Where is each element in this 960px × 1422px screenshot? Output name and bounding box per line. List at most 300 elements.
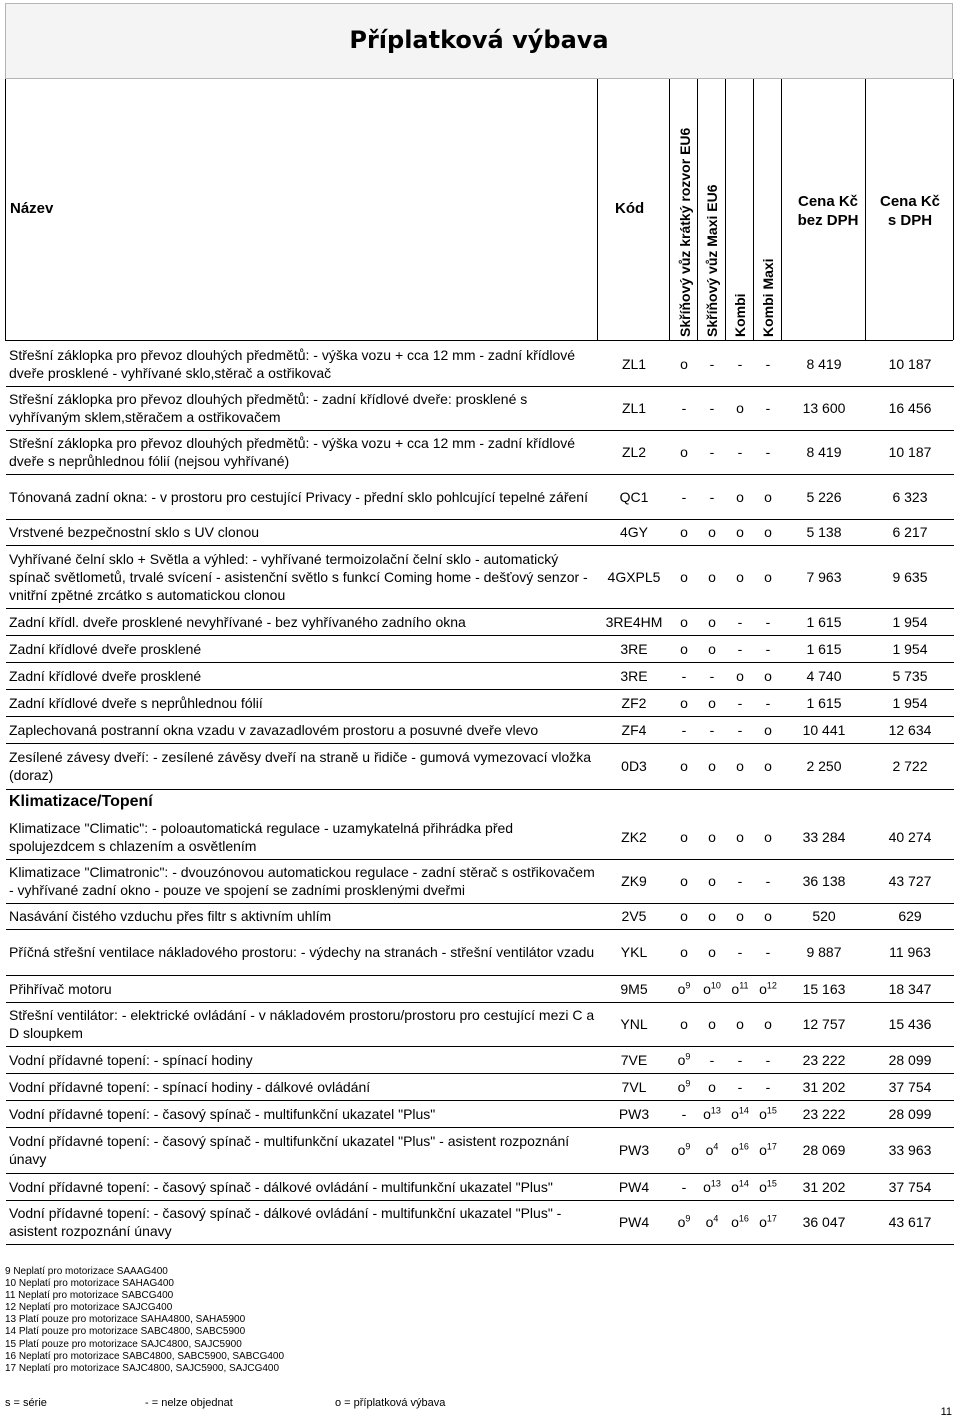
availability-cell [698,975,726,1002]
price-without-vat: 1 615 [782,689,866,716]
table-row [6,430,954,474]
availability-cell [698,635,726,662]
availability-mark: o [680,758,688,774]
table-row [6,386,954,430]
option-code: YKL [598,929,670,975]
availability-cell [754,1173,782,1200]
availability-cell [698,386,726,430]
availability-mark: - [765,640,771,657]
availability-mark: o [677,980,686,997]
availability-cell [670,342,698,386]
price-with-vat: 12 634 [866,716,954,743]
availability-mark: o [759,1214,767,1230]
table-row [6,474,954,519]
price-without-vat: 4 740 [782,662,866,689]
price-with-vat: 28 099 [866,1046,954,1073]
availability-mark: - [681,400,687,416]
footnote: 12 Neplatí pro motorizace SAJCG400 [5,1302,173,1314]
availability-mark: o [708,694,716,711]
availability-cell [670,662,698,689]
title-box [5,3,953,79]
table-row [6,903,954,929]
availability-mark: o [764,488,772,505]
price-without-vat: 23 222 [782,1046,866,1073]
price-without-vat: 2 250 [782,743,866,789]
availability-cell [726,859,754,903]
availability-cell [726,1200,754,1244]
availability-cell [726,545,754,608]
availability-cell [726,430,754,474]
availability-cell [726,689,754,716]
option-name: Vodní přídavné topení: - spínací hodiny [6,1046,598,1073]
availability-mark: - [737,444,743,460]
price-without-vat: 15 163 [782,975,866,1002]
price-without-vat: 9 887 [782,929,866,975]
availability-cell [670,1173,698,1200]
availability-mark: o [680,444,688,460]
availability-cell [726,975,754,1002]
availability-cell [754,1200,782,1244]
availability-cell [670,716,698,743]
price-without-vat: 12 757 [782,1002,866,1046]
table-row [6,689,954,716]
availability-mark: - [737,1078,743,1095]
availability-cell [726,1046,754,1073]
option-code: QC1 [598,474,670,519]
price-with-vat: 40 274 [866,815,954,859]
option-code: PW4 [598,1173,670,1200]
price-without-vat: 8 419 [782,342,866,386]
table-row [6,815,954,859]
option-name: Příčná střešní ventilace nákladového prostoru: - výdechy na stranách - střešní ventilátor vzadu [6,929,598,975]
availability-cell [698,903,726,929]
option-code: 9M5 [598,975,670,1002]
availability-mark: - [737,1051,743,1068]
footnote-ref: 17 [766,1141,777,1152]
availability-mark: o [764,667,772,684]
availability-cell [726,1100,754,1127]
footnote-ref: 4 [713,1213,719,1224]
option-name: Zadní křídl. dveře prosklené nevyhřívané - bez vyhřívaného zadního okna [6,608,598,635]
price-with-vat: 1 954 [866,689,954,716]
availability-cell [670,545,698,608]
availability-cell [726,386,754,430]
option-code: ZK2 [598,815,670,859]
availability-cell [698,1200,726,1244]
availability-mark: o [731,1105,739,1122]
availability-cell [670,1200,698,1244]
table-row [6,1173,954,1200]
availability-cell [726,1127,754,1173]
price-without-vat: 5 226 [782,474,866,519]
option-code: 3RE [598,662,670,689]
header-col-maxi: Skříňový vůz Maxi EU6 [704,184,720,337]
price-with-vat: 33 963 [866,1127,954,1173]
table-row [6,1200,954,1244]
availability-cell [670,519,698,545]
price-without-vat: 13 600 [782,386,866,430]
availability-cell [670,608,698,635]
availability-mark: o [764,568,772,585]
availability-cell [670,430,698,474]
availability-mark: o [764,828,772,845]
section-row [6,789,954,815]
option-code: 2V5 [598,903,670,929]
availability-mark: - [709,355,715,372]
availability-mark: - [709,488,715,505]
availability-mark: - [709,444,715,460]
option-name: Klimatizace "Climatic": - poloautomatická regulace - uzamykatelná přihrádka před spolujezdcem s chlazením a osvětlením [6,815,598,859]
section-title: Klimatizace/Topení [9,793,153,811]
availability-mark: - [709,721,715,738]
footnote-ref: 12 [766,979,777,990]
option-name: Vodní přídavné topení: - spínací hodiny - dálkové ovládání [6,1073,598,1100]
option-name: Zaplechovaná postranní okna vzadu v zavazadlovém prostoru a posuvné dveře vlevo [6,716,598,743]
header-price-no-vat [788,192,868,230]
option-name: Přihřívač motoru [6,975,598,1002]
availability-cell [726,519,754,545]
availability-mark: o [705,1214,714,1230]
availability-cell [726,815,754,859]
price-with-vat: 5 735 [866,662,954,689]
header-divider [697,79,698,340]
price-with-vat: 28 099 [866,1100,954,1127]
legend-serie: s = série [5,1397,47,1409]
price-with-vat: 10 187 [866,430,954,474]
table-row [6,519,954,545]
availability-mark: o [764,908,772,924]
header-border-left [5,79,6,340]
price-with-vat: 1 954 [866,635,954,662]
availability-mark: o [708,613,716,630]
table-row [6,342,954,386]
availability-cell [754,975,782,1002]
header-price-no-vat-line1: Cena Kč [797,193,859,210]
price-with-vat: 6 217 [866,519,954,545]
footnote-ref: 9 [685,1141,691,1152]
footnote-ref: 4 [713,1141,719,1152]
header-divider [753,79,754,340]
availability-cell [698,1073,726,1100]
availability-mark: o [736,758,744,774]
option-code: PW4 [598,1200,670,1244]
availability-cell [754,545,782,608]
availability-cell [698,519,726,545]
option-code: PW3 [598,1127,670,1173]
availability-cell [754,903,782,929]
header-name: Název [10,200,54,217]
price-with-vat: 43 617 [866,1200,954,1244]
availability-cell [754,519,782,545]
availability-mark: o [708,568,716,585]
availability-mark: o [677,1214,686,1230]
table-row [6,1002,954,1046]
option-name: Zadní křídlové dveře s neprůhlednou fólií [6,689,598,716]
table-row [6,635,954,662]
availability-mark: - [765,355,771,372]
availability-mark: o [736,524,744,540]
availability-cell [726,903,754,929]
price-without-vat: 7 963 [782,545,866,608]
price-without-vat: 28 069 [782,1127,866,1173]
table-row [6,1046,954,1073]
availability-mark: - [737,640,743,657]
availability-cell [754,386,782,430]
availability-cell [726,1073,754,1100]
header-col-kombi-maxi: Kombi Maxi [760,258,776,337]
option-code: PW3 [598,1100,670,1127]
page-title: Příplatková výbava [349,26,609,54]
availability-mark: - [765,944,771,960]
availability-mark: - [765,400,771,416]
availability-mark: o [708,944,716,960]
availability-cell [698,815,726,859]
availability-mark: o [703,1178,711,1195]
availability-cell [698,430,726,474]
option-name: Nasávání čistého vzduchu přes filtr s aktivním uhlím [6,903,598,929]
availability-mark: o [736,400,744,416]
availability-mark: o [680,828,688,845]
availability-cell [698,1002,726,1046]
availability-mark: o [680,1016,688,1032]
footnote-ref: 9 [685,1213,691,1224]
availability-mark: o [677,1078,686,1095]
price-with-vat: 629 [866,903,954,929]
option-code: ZF2 [598,689,670,716]
availability-mark: - [737,721,743,738]
availability-mark: - [765,613,771,630]
availability-mark: o [705,1142,714,1158]
availability-cell [670,1127,698,1173]
availability-mark: o [736,1016,744,1032]
footnote-ref: 10 [710,979,721,990]
availability-mark: o [736,828,744,845]
header-border-right [953,79,954,340]
option-code: 7VE [598,1046,670,1073]
availability-mark: o [708,1016,716,1032]
legend-optional: o = příplatková výbava [335,1397,446,1409]
footnote-ref: 16 [738,1141,749,1152]
price-without-vat: 33 284 [782,815,866,859]
availability-mark: o [677,1051,686,1068]
availability-cell [698,662,726,689]
footnote-ref: 15 [766,1104,777,1115]
footnote-ref: 13 [710,1177,721,1188]
availability-cell [698,743,726,789]
option-name: Střešní záklopka pro převoz dlouhých předmětů: - výška vozu + cca 12 mm - zadní křídlové dveře prosklené - vyhřívané sklo,stěrač a ostřikovač [6,342,598,386]
header-code: Kód [615,200,645,217]
availability-cell [754,430,782,474]
availability-mark: o [759,1178,767,1195]
price-with-vat: 37 754 [866,1073,954,1100]
availability-mark: o [764,524,772,540]
availability-cell [670,815,698,859]
availability-cell [754,1002,782,1046]
availability-cell [698,545,726,608]
option-name: Střešní záklopka pro převoz dlouhých předmětů: - výška vozu + cca 12 mm - zadní křídlové dveře s neprůhlednou fólií (nejsou vyhřívané) [6,430,598,474]
availability-cell [698,1046,726,1073]
availability-cell [670,386,698,430]
availability-cell [754,635,782,662]
availability-cell [670,1002,698,1046]
availability-cell [726,662,754,689]
option-name: Tónovaná zadní okna: - v prostoru pro cestující Privacy - přední sklo pohlcující tepelné záření [6,474,598,519]
price-without-vat: 1 615 [782,635,866,662]
availability-cell [754,689,782,716]
footnote-ref: 14 [738,1177,749,1188]
availability-mark: - [709,667,715,684]
availability-cell [698,1100,726,1127]
availability-mark: o [764,1016,772,1032]
availability-cell [698,608,726,635]
availability-mark: o [731,1178,739,1195]
option-code: 4GXPL5 [598,545,670,608]
footnote-ref: 9 [685,1050,691,1061]
table-row [6,975,954,1002]
price-with-vat: 16 456 [866,386,954,430]
price-with-vat: 37 754 [866,1173,954,1200]
option-code: 3RE4HM [598,608,670,635]
availability-cell [670,1046,698,1073]
price-with-vat: 1 954 [866,608,954,635]
availability-mark: o [703,980,711,997]
availability-cell [698,474,726,519]
availability-mark: o [680,355,688,372]
availability-cell [670,1073,698,1100]
availability-mark: o [736,568,744,585]
availability-cell [754,1073,782,1100]
header-divider [669,79,670,340]
page-number: 11 [940,1406,952,1418]
header-divider [597,79,598,340]
availability-cell [754,1127,782,1173]
availability-cell [726,474,754,519]
availability-cell [754,342,782,386]
availability-mark: - [681,667,687,684]
availability-mark: - [765,873,771,889]
availability-mark: o [764,758,772,774]
availability-cell [726,716,754,743]
price-with-vat: 11 963 [866,929,954,975]
option-code: ZL1 [598,386,670,430]
availability-mark: - [681,488,687,505]
availability-mark: o [731,1142,739,1158]
availability-mark: - [737,873,743,889]
footnote-ref: 15 [766,1177,777,1188]
price-without-vat: 31 202 [782,1073,866,1100]
availability-cell [698,1127,726,1173]
availability-cell [698,929,726,975]
option-name: Zesílené závesy dveří: - zesílené závěsy dveří na straně u řidiče - gumová vymezovací vložka (doraz) [6,743,598,789]
footnote: 13 Platí pouze pro motorizace SAHA4800, SAHA5900 [5,1314,246,1326]
availability-mark: o [736,667,744,684]
availability-cell [726,608,754,635]
availability-mark: o [708,640,716,657]
option-code: 7VL [598,1073,670,1100]
footnote-ref: 9 [685,979,691,990]
table-row [6,1100,954,1127]
availability-cell [726,1173,754,1200]
option-name: Zadní křídlové dveře prosklené [6,662,598,689]
availability-mark: - [737,944,743,960]
header-divider [725,79,726,340]
option-code: 0D3 [598,743,670,789]
availability-cell [754,929,782,975]
table-row [6,929,954,975]
availability-mark: o [677,1142,686,1158]
option-code: ZL2 [598,430,670,474]
price-without-vat: 36 047 [782,1200,866,1244]
availability-mark: - [765,1051,771,1068]
option-name: Střešní záklopka pro převoz dlouhých předmětů: - zadní křídlové dveře: prosklené s vyhřívaným sklem,stěračem a ostřikovačem [6,386,598,430]
option-name: Vyhřívané čelní sklo + Světla a výhled: - vyhřívané termoizolační čelní sklo - automatický spínač světlometů, trvalé svícení - asistenční světlo s funkcí Coming home - dešťový senzor - vnitřní zpětné zrcátko s automatickou clonou [6,545,598,608]
price-with-vat: 2 722 [866,743,954,789]
price-with-vat: 9 635 [866,545,954,608]
option-code: ZF4 [598,716,670,743]
availability-cell [726,1002,754,1046]
availability-cell [670,903,698,929]
availability-mark: o [680,873,688,889]
availability-cell [754,815,782,859]
availability-cell [698,342,726,386]
header-divider [865,79,866,340]
price-without-vat: 520 [782,903,866,929]
price-without-vat: 8 419 [782,430,866,474]
option-code: YNL [598,1002,670,1046]
table-row [6,716,954,743]
header-col-short: Skříňový vůz krátký rozvor EU6 [677,127,693,337]
footnote: 17 Neplatí pro motorizace SAJC4800, SAJC5900, SAJCG400 [5,1362,280,1374]
availability-cell [670,1100,698,1127]
availability-cell [670,743,698,789]
availability-mark: o [708,873,716,889]
footnote: 9 Neplatí pro motorizace SAAAG400 [5,1266,168,1277]
availability-cell [698,689,726,716]
footnote-ref: 17 [766,1213,777,1224]
availability-cell [754,859,782,903]
option-code: 3RE [598,635,670,662]
footnote-ref: 13 [710,1104,721,1115]
availability-mark: - [737,694,743,711]
footnote: 10 Neplatí pro motorizace SAHAG400 [5,1278,174,1290]
option-name: Vodní přídavné topení: - časový spínač - dálkové ovládání - multifunkční ukazatel "Plus" [6,1173,598,1200]
footnote-ref: 14 [738,1104,749,1115]
price-without-vat: 36 138 [782,859,866,903]
table-row [6,1127,954,1173]
availability-cell [754,716,782,743]
availability-cell [726,743,754,789]
table-row [6,608,954,635]
availability-mark: o [708,524,716,540]
availability-cell [726,342,754,386]
availability-cell [670,635,698,662]
option-name: Vrstvené bezpečnostní sklo s UV clonou [6,519,598,545]
availability-mark: - [681,1178,687,1195]
table-row [6,859,954,903]
table-row [6,662,954,689]
footnote-ref: 9 [685,1077,691,1088]
option-name: Vodní přídavné topení: - časový spínač - multifunkční ukazatel "Plus" - asistent rozpoznání únavy [6,1127,598,1173]
availability-mark: o [708,1078,716,1095]
header-price-no-vat-line2: bez DPH [797,212,859,229]
availability-mark: o [680,694,688,711]
price-without-vat: 10 441 [782,716,866,743]
price-with-vat: 15 436 [866,1002,954,1046]
footnote: 11 Neplatí pro motorizace SABCG400 [5,1290,174,1302]
availability-mark: - [737,355,743,372]
option-name: Klimatizace "Climatronic": - dvouzónovou automatickou regulace - zadní stěrač s ostřikovačem - vyhřívané zadní okno - pouze ve spojení se zadními prosklenými dveřmi [6,859,598,903]
legend-not-orderable: - = nelze objednat [145,1397,233,1409]
